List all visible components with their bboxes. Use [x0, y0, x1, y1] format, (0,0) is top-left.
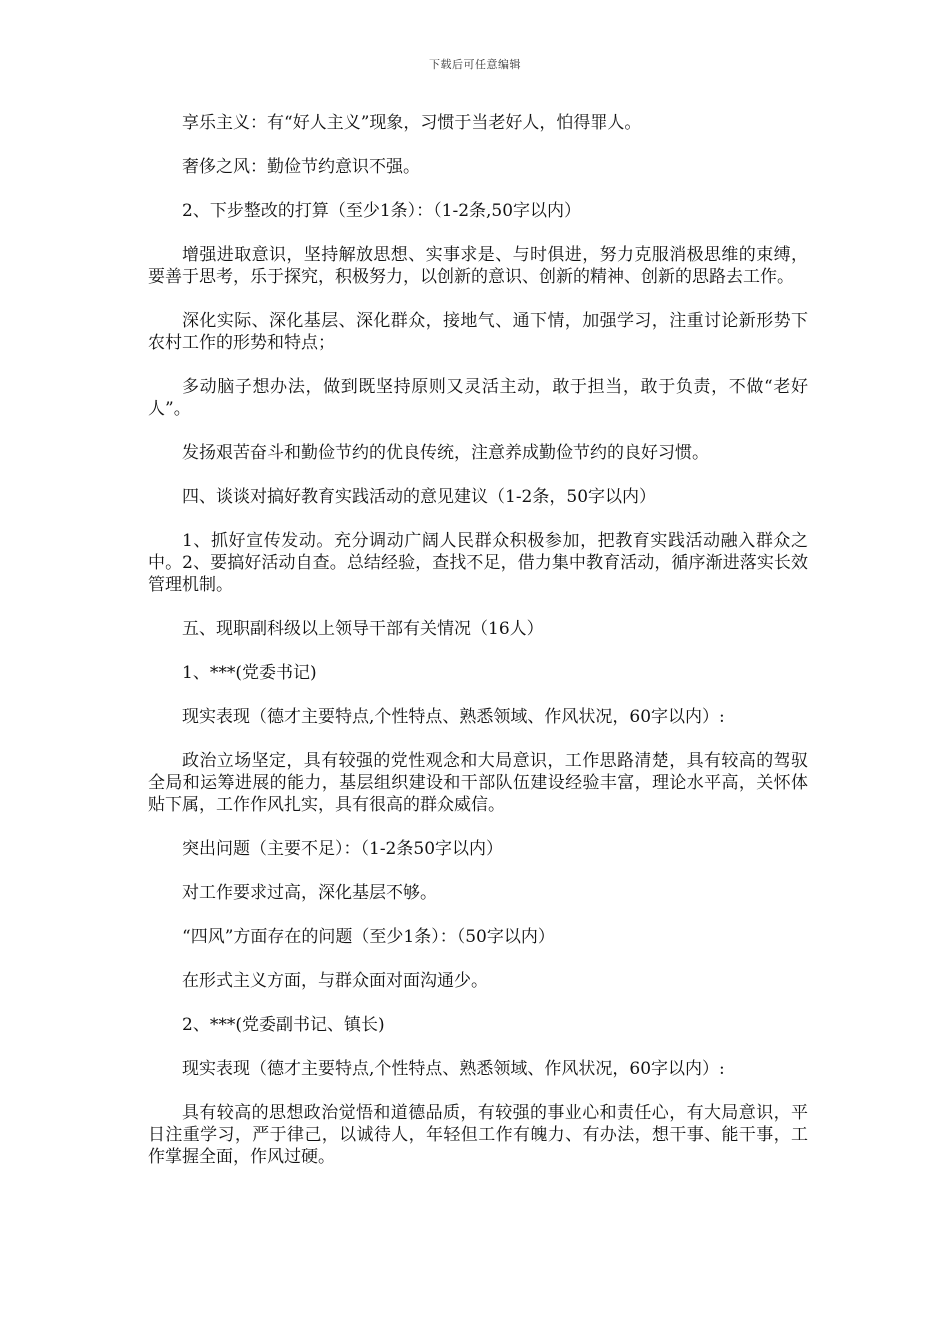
- cadre-1-problems: 对工作要求过高，深化基层不够。: [182, 883, 437, 903]
- paragraph-enterprise: 增强进取意识，坚持解放思想、实事求是、与时俱进，努力克服消极思维的束缚，要善于思考，乐于探究，积极努力，以创新的意识、创新的精神、创新的思路去工作。: [148, 245, 808, 287]
- cadre-1-four-winds-heading: “四风”方面存在的问题（至少1条）：（50字以内）: [182, 927, 555, 947]
- cadre-1-four-winds: 在形式主义方面，与群众面对面沟通少。: [182, 971, 488, 991]
- cadre-1-performance-heading: 现实表现（德才主要特点,个性特点、熟悉领域、作风状况，60字以内）:: [182, 707, 725, 727]
- page-header: 下载后可任意编辑: [429, 58, 521, 71]
- cadre-1-problems-heading: 突出问题（主要不足）：（1-2条50字以内）: [182, 839, 504, 859]
- paragraph-initiative: 多动脑子想办法，做到既坚持原则又灵活主动，敢于担当，敢于负责，不做“老好人”。: [148, 377, 808, 419]
- section-rectification-plan: 2、下步整改的打算（至少1条）：（1-2条,50字以内）: [182, 201, 582, 221]
- cadre-2-title: 2、***(党委副书记、镇长): [182, 1015, 385, 1035]
- cadre-1-performance: 政治立场坚定，具有较强的党性观念和大局意识，工作思路清楚，具有较高的驾驭全局和运筹进展的能力，基层组织建设和干部队伍建设经验丰富，理论水平高，关怀体贴下属，工作作风扎实，具有很高的群众威信。: [148, 751, 808, 815]
- section-four-suggestions: 四、谈谈对搞好教育实践活动的意见建议（1-2条，50字以内）: [182, 487, 657, 507]
- cadre-2-performance-heading: 现实表现（德才主要特点,个性特点、熟悉领域、作风状况，60字以内）:: [182, 1059, 725, 1079]
- cadre-2-performance: 具有较高的思想政治觉悟和道德品质，有较强的事业心和责任心，有大局意识，平日注重学习，严于律己，以诚待人，年轻但工作有魄力、有办法，想干事、能干事，工作掌握全面，作风过硬。: [148, 1103, 808, 1167]
- paragraph-hedonism: 享乐主义：有“好人主义”现象，习惯于当老好人，怕得罪人。: [182, 113, 642, 133]
- cadre-1-title: 1、***(党委书记): [182, 663, 317, 683]
- paragraph-grassroots: 深化实际、深化基层、深化群众，接地气、通下情，加强学习，注重讨论新形势下农村工作的形势和特点；: [148, 311, 808, 353]
- paragraph-extravagance: 奢侈之风：勤俭节约意识不强。: [182, 157, 420, 177]
- paragraph-frugality: 发扬艰苦奋斗和勤俭节约的优良传统，注意养成勤俭节约的良好习惯。: [182, 443, 709, 463]
- section-five-cadres: 五、现职副科级以上领导干部有关情况（16人）: [182, 619, 544, 639]
- paragraph-suggestions: 1、抓好宣传发动。充分调动广阔人民群众积极参加，把教育实践活动融入群众之中。2、要搞好活动自查。总结经验，查找不足，借力集中教育活动，循序渐进落实长效管理机制。: [148, 531, 808, 595]
- document-body: [148, 112, 808, 1168]
